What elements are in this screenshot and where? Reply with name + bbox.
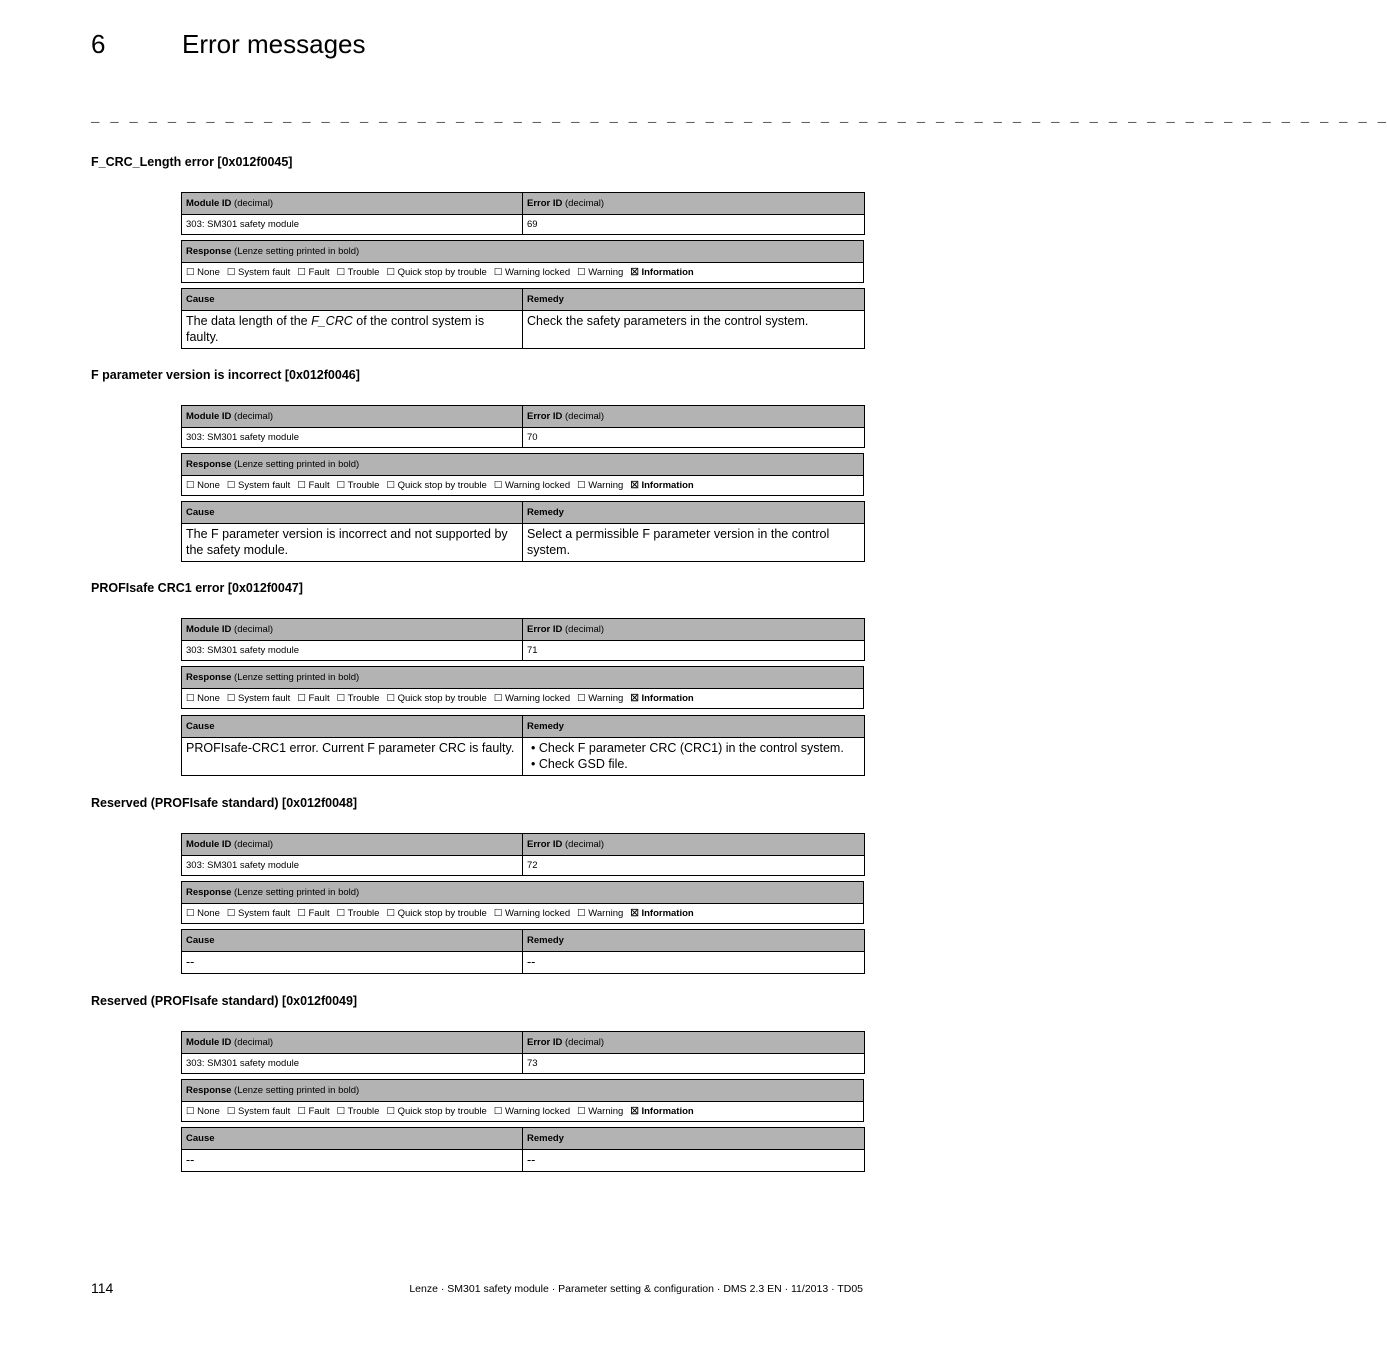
response-option-quick-stop: ☐ Quick stop by trouble xyxy=(386,1106,487,1117)
error-id-header: Error ID (decimal) xyxy=(523,406,865,428)
error-id-value: 73 xyxy=(523,1054,865,1074)
chapter-number: 6 xyxy=(91,29,106,59)
module-id-header: Module ID (decimal) xyxy=(182,193,523,215)
response-option-system-fault: ☐ System fault xyxy=(226,908,291,919)
remedy-text: Select a permissible F parameter version in the control system. xyxy=(523,524,865,562)
response-option-warning: ☐ Warning xyxy=(577,908,624,919)
response-option-quick-stop: ☐ Quick stop by trouble xyxy=(386,267,487,278)
response-option-none: ☐ None xyxy=(186,480,220,491)
error-id-header: Error ID (decimal) xyxy=(523,1032,865,1054)
section-title: F_CRC_Length error [0x012f0045] xyxy=(91,155,293,169)
response-option-information: ☒ Information xyxy=(630,1106,694,1117)
error-id-value: 70 xyxy=(523,428,865,448)
section-title: PROFIsafe CRC1 error [0x012f0047] xyxy=(91,581,303,595)
cause-header: Cause xyxy=(182,289,523,311)
module-id-value: 303: SM301 safety module xyxy=(182,641,523,661)
response-option-none: ☐ None xyxy=(186,693,220,704)
cause-remedy-table xyxy=(181,501,865,562)
response-option-warning-locked: ☐ Warning locked xyxy=(493,480,571,491)
response-header: Response (Lenze setting printed in bold) xyxy=(182,882,864,904)
response-option-information: ☒ Information xyxy=(630,267,694,278)
response-option-warning-locked: ☐ Warning locked xyxy=(493,693,571,704)
error-id-value: 69 xyxy=(523,215,865,235)
response-option-none: ☐ None xyxy=(186,908,220,919)
error-id-table xyxy=(181,405,865,448)
error-id-header: Error ID (decimal) xyxy=(523,619,865,641)
response-option-warning-locked: ☐ Warning locked xyxy=(493,1106,571,1117)
response-option-trouble: ☐ Trouble xyxy=(336,908,380,919)
chapter-title: Error messages xyxy=(182,29,366,59)
section-title: F parameter version is incorrect [0x012f0046] xyxy=(91,368,360,382)
response-option-none: ☐ None xyxy=(186,267,220,278)
cause-text: The F parameter version is incorrect and not supported by the safety module. xyxy=(182,524,523,562)
module-id-value: 303: SM301 safety module xyxy=(182,428,523,448)
response-header: Response (Lenze setting printed in bold) xyxy=(182,454,864,476)
remedy-text: -- xyxy=(523,952,865,974)
response-option-fault: ☐ Fault xyxy=(297,1106,330,1117)
module-id-value: 303: SM301 safety module xyxy=(182,215,523,235)
response-options xyxy=(182,689,864,709)
response-options xyxy=(182,1102,864,1122)
response-header: Response (Lenze setting printed in bold) xyxy=(182,667,864,689)
error-id-value: 72 xyxy=(523,856,865,876)
section-title: Reserved (PROFIsafe standard) [0x012f0049] xyxy=(91,994,358,1008)
module-id-value: 303: SM301 safety module xyxy=(182,856,523,876)
error-id-value: 71 xyxy=(523,641,865,661)
response-option-information: ☒ Information xyxy=(630,480,694,491)
response-options xyxy=(182,263,864,283)
response-option-warning: ☐ Warning xyxy=(577,480,624,491)
footer-text: Lenze · SM301 safety module · Parameter setting & configuration · DMS 2.3 EN · 11/2013 · TD05 xyxy=(409,1283,863,1295)
response-options xyxy=(182,904,864,924)
response-option-warning: ☐ Warning xyxy=(577,1106,624,1117)
cause-remedy-table xyxy=(181,929,865,974)
response-option-warning-locked: ☐ Warning locked xyxy=(493,908,571,919)
response-option-system-fault: ☐ System fault xyxy=(226,480,291,491)
remedy-item: • Check GSD file. xyxy=(541,756,860,772)
module-id-header: Module ID (decimal) xyxy=(182,406,523,428)
separator-line: _ _ _ _ _ _ _ _ _ _ _ _ _ _ _ _ _ _ _ _ _ _ _ _ _ _ _ _ _ _ _ _ _ _ _ _ _ _ _ _ _ _ _ _ _ _ _ _ _ _ _ _ _ _ _ _ _ _ _ _ _ _ _ _ _ _ _ _ xyxy=(91,110,1387,126)
response-option-trouble: ☐ Trouble xyxy=(336,480,380,491)
page-number: 114 xyxy=(91,1280,114,1296)
response-table xyxy=(181,453,864,496)
cause-text: PROFIsafe-CRC1 error. Current F parameter CRC is faulty. xyxy=(182,738,523,776)
response-option-fault: ☐ Fault xyxy=(297,480,330,491)
response-table xyxy=(181,1079,864,1122)
response-option-information: ☒ Information xyxy=(630,693,694,704)
remedy-header: Remedy xyxy=(523,502,865,524)
remedy-header: Remedy xyxy=(523,716,865,738)
module-id-header: Module ID (decimal) xyxy=(182,1032,523,1054)
cause-remedy-table xyxy=(181,1127,865,1172)
remedy-list xyxy=(523,738,865,776)
remedy-header: Remedy xyxy=(523,289,865,311)
error-id-header: Error ID (decimal) xyxy=(523,834,865,856)
remedy-header: Remedy xyxy=(523,930,865,952)
cause-remedy-table xyxy=(181,715,865,776)
cause-header: Cause xyxy=(182,716,523,738)
response-option-trouble: ☐ Trouble xyxy=(336,693,380,704)
error-id-table xyxy=(181,618,865,661)
cause-header: Cause xyxy=(182,930,523,952)
response-option-fault: ☐ Fault xyxy=(297,267,330,278)
section-title: Reserved (PROFIsafe standard) [0x012f0048] xyxy=(91,796,358,810)
response-table xyxy=(181,666,864,709)
response-header: Response (Lenze setting printed in bold) xyxy=(182,241,864,263)
response-header: Response (Lenze setting printed in bold) xyxy=(182,1080,864,1102)
error-id-header: Error ID (decimal) xyxy=(523,193,865,215)
error-id-table xyxy=(181,833,865,876)
response-option-none: ☐ None xyxy=(186,1106,220,1117)
error-id-table xyxy=(181,1031,865,1074)
cause-text: -- xyxy=(182,1150,523,1172)
response-option-fault: ☐ Fault xyxy=(297,908,330,919)
response-option-system-fault: ☐ System fault xyxy=(226,693,291,704)
response-option-warning: ☐ Warning xyxy=(577,693,624,704)
cause-header: Cause xyxy=(182,1128,523,1150)
response-option-system-fault: ☐ System fault xyxy=(226,267,291,278)
response-option-quick-stop: ☐ Quick stop by trouble xyxy=(386,480,487,491)
response-option-information: ☒ Information xyxy=(630,908,694,919)
remedy-item: • Check F parameter CRC (CRC1) in the control system. xyxy=(541,740,860,756)
response-option-warning-locked: ☐ Warning locked xyxy=(493,267,571,278)
error-id-table xyxy=(181,192,865,235)
cause-text: The data length of the F_CRC of the control system is faulty. xyxy=(182,311,523,349)
response-table xyxy=(181,240,864,283)
response-table xyxy=(181,881,864,924)
module-id-value: 303: SM301 safety module xyxy=(182,1054,523,1074)
response-option-quick-stop: ☐ Quick stop by trouble xyxy=(386,908,487,919)
cause-remedy-table xyxy=(181,288,865,349)
response-option-quick-stop: ☐ Quick stop by trouble xyxy=(386,693,487,704)
remedy-text: -- xyxy=(523,1150,865,1172)
response-option-trouble: ☐ Trouble xyxy=(336,267,380,278)
cause-text: -- xyxy=(182,952,523,974)
module-id-header: Module ID (decimal) xyxy=(182,834,523,856)
response-option-system-fault: ☐ System fault xyxy=(226,1106,291,1117)
response-option-trouble: ☐ Trouble xyxy=(336,1106,380,1117)
module-id-header: Module ID (decimal) xyxy=(182,619,523,641)
response-options xyxy=(182,476,864,496)
response-option-fault: ☐ Fault xyxy=(297,693,330,704)
remedy-text: Check the safety parameters in the control system. xyxy=(523,311,865,349)
cause-header: Cause xyxy=(182,502,523,524)
remedy-header: Remedy xyxy=(523,1128,865,1150)
response-option-warning: ☐ Warning xyxy=(577,267,624,278)
